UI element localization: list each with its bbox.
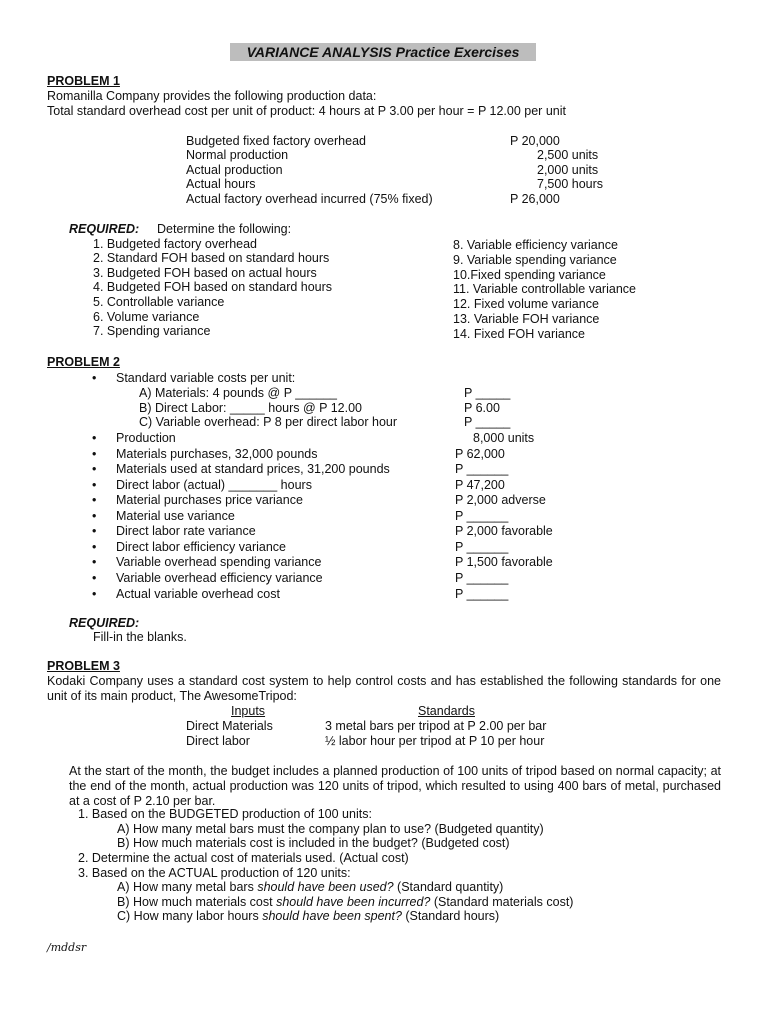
item-value: P ______ <box>455 509 509 523</box>
list-item: • Materials used at standard prices, 31,200 pounds <box>116 462 390 477</box>
problem-2-heading: PROBLEM 2 <box>47 355 120 369</box>
data-value: P 26,000 <box>510 192 560 206</box>
list-item: • Direct labor rate variance <box>116 524 256 539</box>
table-cell: Direct Materials <box>186 719 273 733</box>
question: 1. Based on the BUDGETED production of 100 units: <box>78 807 372 821</box>
data-label: Budgeted fixed factory overhead <box>186 134 366 148</box>
list-item: 9. Variable spending variance <box>453 253 617 267</box>
required-text: Determine the following: <box>157 222 292 236</box>
page-title: VARIANCE ANALYSIS Practice Exercises <box>230 43 536 61</box>
item-value: 8,000 units <box>473 431 535 445</box>
list-item: 4. Budgeted FOH based on standard hours <box>93 280 333 294</box>
required-label: REQUIRED: <box>69 222 140 236</box>
question: 2. Determine the actual cost of materials used. (Actual cost) <box>78 851 409 865</box>
question: 3. Based on the ACTUAL production of 120 units: <box>78 866 351 880</box>
item-value: P ______ <box>455 462 509 476</box>
list-item: • Direct labor (actual) _______ hours <box>116 478 312 493</box>
sub-question: A) How many metal bars should have been used? (Standard quantity) <box>117 880 504 894</box>
column-header-standards: Standards <box>418 704 475 718</box>
table-cell: 3 metal bars per tripod at P 2.00 per bar <box>325 719 547 733</box>
item-value: P ______ <box>455 571 509 585</box>
list-item: 8. Variable efficiency variance <box>453 238 618 252</box>
list-item: • Production <box>116 431 176 446</box>
list-item: 11. Variable controllable variance <box>453 282 636 296</box>
table-cell: Direct labor <box>186 734 250 748</box>
list-item: • Direct labor efficiency variance <box>116 540 286 555</box>
required-label: REQUIRED: <box>69 616 140 630</box>
list-item: 3. Budgeted FOH based on actual hours <box>93 266 317 280</box>
list-item: 10.Fixed spending variance <box>453 268 606 282</box>
sub-item-value: P _____ <box>464 415 511 429</box>
list-item: 1. Budgeted factory overhead <box>93 237 258 251</box>
item-value: P 2,000 adverse <box>455 493 546 507</box>
data-value: P 20,000 <box>510 134 560 148</box>
item-value: P 1,500 favorable <box>455 555 553 569</box>
author-initials: /mddsr <box>47 941 87 954</box>
problem-3-intro: Kodaki Company uses a standard cost system to help control costs and has established the following standards for one unit of its main product, The AwesomeTripod: <box>47 674 721 703</box>
data-label: Normal production <box>186 148 289 162</box>
list-item: • Variable overhead efficiency variance <box>116 571 323 586</box>
sub-item-value: P 6.00 <box>464 401 500 415</box>
list-item: 7. Spending variance <box>93 324 211 338</box>
data-label: Actual factory overhead incurred (75% fixed) <box>186 192 433 206</box>
sub-item-label: C) Variable overhead: P 8 per direct labor hour <box>139 415 398 429</box>
item-value: P 62,000 <box>455 447 505 461</box>
data-label: Actual production <box>186 163 283 177</box>
data-value: 2,500 units <box>537 148 599 162</box>
list-item: 5. Controllable variance <box>93 295 225 309</box>
list-item: • Variable overhead spending variance <box>116 555 321 570</box>
problem-3-paragraph: At the start of the month, the budget includes a planned production of 100 units of tripod based on normal capacity; at the end of the month, actual production was 120 units of tripod, which resulted to using 400 bars of metal, purchased at a cost of P 2.10 per bar. <box>69 764 721 808</box>
item-value: P ______ <box>455 587 509 601</box>
item-value: P 2,000 favorable <box>455 524 553 538</box>
list-item: • Standard variable costs per unit: <box>116 371 295 386</box>
data-value: 7,500 hours <box>537 177 604 191</box>
list-item: 14. Fixed FOH variance <box>453 327 585 341</box>
sub-question: A) How many metal bars must the company plan to use? (Budgeted quantity) <box>117 822 544 836</box>
sub-question: C) How many labor hours should have been spent? (Standard hours) <box>117 909 500 923</box>
list-item: • Material purchases price variance <box>116 493 303 508</box>
list-item: 13. Variable FOH variance <box>453 312 600 326</box>
list-item: 2. Standard FOH based on standard hours <box>93 251 330 265</box>
column-header-inputs: Inputs <box>231 704 266 718</box>
list-item: • Actual variable overhead cost <box>116 587 280 602</box>
list-item: • Material use variance <box>116 509 235 524</box>
sub-question: B) How much materials cost should have been incurred? (Standard materials cost) <box>117 895 574 909</box>
item-value: P ______ <box>455 540 509 554</box>
list-item: 12. Fixed volume variance <box>453 297 599 311</box>
sub-item-label: A) Materials: 4 pounds @ P ______ <box>139 386 337 400</box>
data-label: Actual hours <box>186 177 256 191</box>
problem-3-heading: PROBLEM 3 <box>47 659 120 673</box>
problem-1-intro: Romanilla Company provides the following production data: <box>47 89 377 103</box>
required-text: Fill-in the blanks. <box>93 630 187 644</box>
list-item: 6. Volume variance <box>93 310 200 324</box>
table-cell: ½ labor hour per tripod at P 10 per hour <box>325 734 545 748</box>
problem-1-intro-2: Total standard overhead cost per unit of product: 4 hours at P 3.00 per hour = P 12.00 per unit <box>47 104 566 118</box>
item-value: P 47,200 <box>455 478 505 492</box>
list-item: • Materials purchases, 32,000 pounds <box>116 447 318 462</box>
sub-item-label: B) Direct Labor: _____ hours @ P 12.00 <box>139 401 363 415</box>
data-value: 2,000 units <box>537 163 599 177</box>
sub-item-value: P _____ <box>464 386 511 400</box>
sub-question: B) How much materials cost is included in the budget? (Budgeted cost) <box>117 836 510 850</box>
problem-1-heading: PROBLEM 1 <box>47 74 120 88</box>
